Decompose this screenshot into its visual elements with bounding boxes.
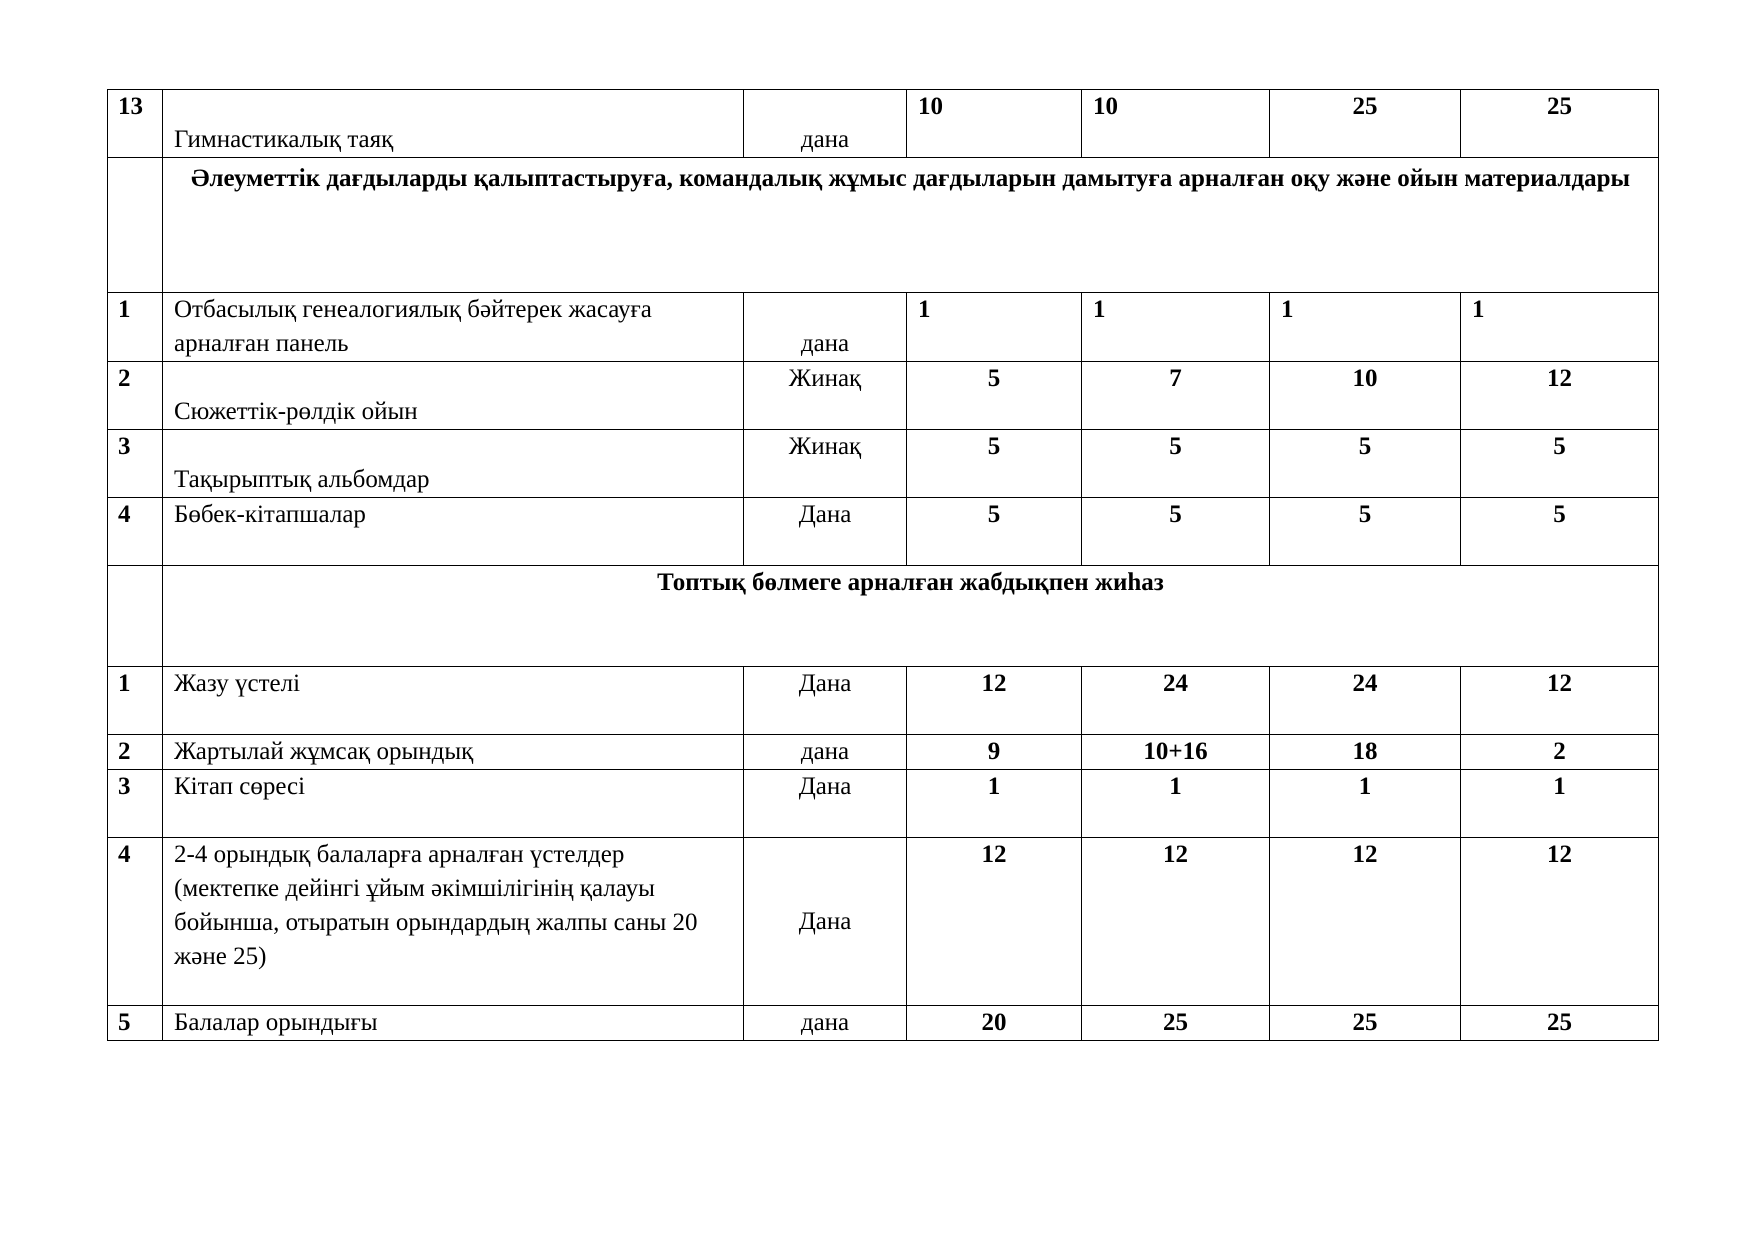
table-row (108, 838, 1659, 1006)
item-unit: дана (744, 293, 907, 362)
item-unit: Дана (744, 770, 907, 838)
row-number: 13 (108, 90, 163, 158)
value-cell: 12 (907, 838, 1082, 1006)
item-unit: Дана (744, 498, 907, 566)
value-cell: 12 (1461, 838, 1659, 1006)
value-cell: 7 (1082, 362, 1270, 430)
value-cell: 10 (1270, 362, 1461, 430)
row-number: 4 (108, 498, 163, 566)
section-title: Әлеуметтік дағдыларды қалыптастыруға, командалық жұмыс дағдыларын дамытуға арналған оқу және ойын материалдары (163, 158, 1659, 293)
value-cell: 1 (1461, 293, 1659, 362)
value-cell: 25 (1461, 1006, 1659, 1041)
value-cell: 12 (1461, 667, 1659, 735)
item-name: Сюжеттік-рөлдік ойын (163, 362, 744, 430)
value-cell: 18 (1270, 735, 1461, 770)
value-cell: 12 (907, 667, 1082, 735)
table-row (108, 430, 1659, 498)
item-unit: Жинақ (744, 362, 907, 430)
value-cell: 5 (907, 430, 1082, 498)
value-cell: 1 (1270, 770, 1461, 838)
row-number: 2 (108, 735, 163, 770)
value-cell: 24 (1270, 667, 1461, 735)
row-number: 2 (108, 362, 163, 430)
value-cell: 20 (907, 1006, 1082, 1041)
row-number: 3 (108, 430, 163, 498)
value-cell: 12 (1461, 362, 1659, 430)
value-cell: 2 (1461, 735, 1659, 770)
value-cell: 10 (907, 90, 1082, 158)
value-cell: 25 (1270, 1006, 1461, 1041)
value-cell: 25 (1270, 90, 1461, 158)
value-cell: 5 (1461, 498, 1659, 566)
table-row (108, 735, 1659, 770)
value-cell: 12 (1082, 838, 1270, 1006)
value-cell: 5 (907, 498, 1082, 566)
section-header-row (108, 158, 1659, 293)
section-title: Топтық бөлмеге арналған жабдықпен жиһаз (163, 566, 1659, 667)
item-unit: Дана (744, 838, 907, 1006)
table-row (108, 667, 1659, 735)
item-name: Гимнастикалық таяқ (163, 90, 744, 158)
item-unit: дана (744, 90, 907, 158)
item-name: Отбасылық генеалогиялық бәйтерек жасауға арналған панель (163, 293, 744, 362)
item-name: 2-4 орындық балаларға арналған үстелдер (мектепке дейінгі ұйым әкімшілігінің қалауы бойынша, отыратын орындардың жалпы саны 20 және 25) (163, 838, 744, 1006)
table-row (108, 770, 1659, 838)
item-name: Тақырыптық альбомдар (163, 430, 744, 498)
row-number: 1 (108, 667, 163, 735)
item-unit: дана (744, 1006, 907, 1041)
table-row (108, 1006, 1659, 1041)
value-cell: 10+16 (1082, 735, 1270, 770)
item-name: Жазу үстелі (163, 667, 744, 735)
value-cell: 10 (1082, 90, 1270, 158)
empty-cell (108, 158, 163, 293)
value-cell: 5 (1270, 498, 1461, 566)
value-cell: 1 (907, 770, 1082, 838)
value-cell: 5 (1082, 430, 1270, 498)
value-cell: 1 (1270, 293, 1461, 362)
value-cell: 1 (907, 293, 1082, 362)
table-row (108, 90, 1659, 158)
item-unit: Жинақ (744, 430, 907, 498)
empty-cell (108, 566, 163, 667)
value-cell: 24 (1082, 667, 1270, 735)
table-row (108, 362, 1659, 430)
table-row (108, 293, 1659, 362)
value-cell: 25 (1082, 1006, 1270, 1041)
value-cell: 5 (1270, 430, 1461, 498)
value-cell: 12 (1270, 838, 1461, 1006)
row-number: 3 (108, 770, 163, 838)
value-cell: 5 (1082, 498, 1270, 566)
equipment-table (107, 89, 1659, 1041)
item-name: Жартылай жұмсақ орындық (163, 735, 744, 770)
value-cell: 25 (1461, 90, 1659, 158)
item-name: Бөбек-кітапшалар (163, 498, 744, 566)
value-cell: 5 (907, 362, 1082, 430)
value-cell: 9 (907, 735, 1082, 770)
value-cell: 1 (1082, 770, 1270, 838)
item-name: Балалар орындығы (163, 1006, 744, 1041)
row-number: 1 (108, 293, 163, 362)
value-cell: 5 (1461, 430, 1659, 498)
row-number: 4 (108, 838, 163, 1006)
row-number: 5 (108, 1006, 163, 1041)
item-unit: дана (744, 735, 907, 770)
value-cell: 1 (1461, 770, 1659, 838)
item-name: Кітап сөресі (163, 770, 744, 838)
table-row (108, 498, 1659, 566)
value-cell: 1 (1082, 293, 1270, 362)
section-header-row (108, 566, 1659, 667)
item-unit: Дана (744, 667, 907, 735)
